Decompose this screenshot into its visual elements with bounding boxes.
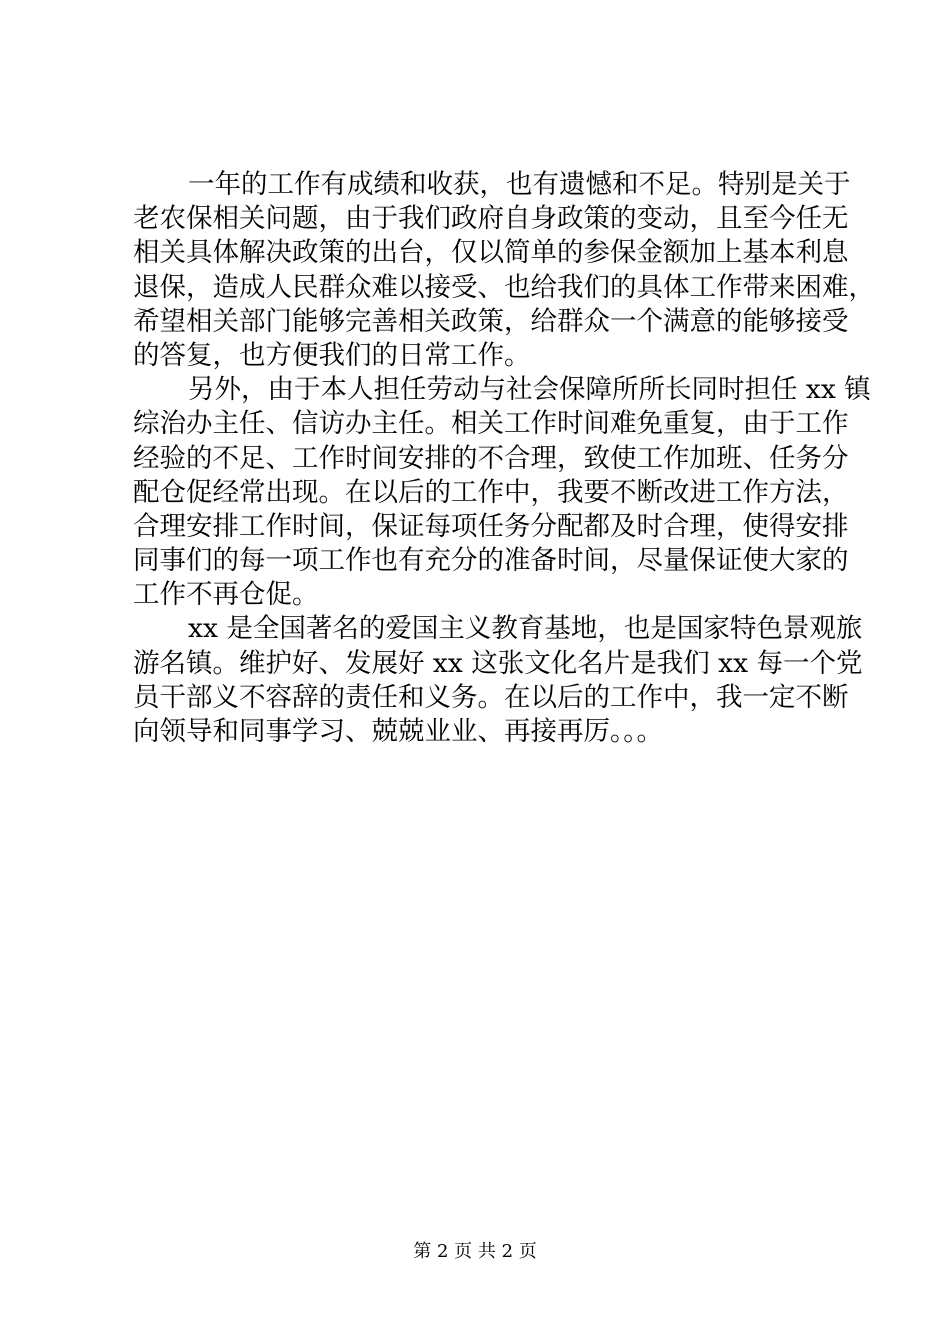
paragraph-line: 经验的不足、工作时间安排的不合理，致使工作加班、任务分 <box>133 442 849 474</box>
paragraph-1 <box>133 168 875 373</box>
paragraph-line: 退保，造成人民群众难以接受、也给我们的具体工作带来困难， <box>133 271 875 303</box>
document-body <box>133 168 875 749</box>
paragraph-line: 老农保相关问题，由于我们政府自身政策的变动，且至今任无 <box>133 203 849 235</box>
paragraph-line: 员干部义不容辞的责任和义务。在以后的工作中，我一定不断 <box>133 681 849 713</box>
page-number-footer: 第 2 页 共 2 页 <box>413 1241 537 1262</box>
paragraph-line: 希望相关部门能够完善相关政策，给群众一个满意的能够接受 <box>133 305 849 337</box>
paragraph-line: 游名镇。维护好、发展好 xx 这张文化名片是我们 xx 每一个党 <box>133 647 863 679</box>
paragraph-line: 另外，由于本人担任劳动与社会保障所所长同时担任 xx 镇 <box>188 374 871 406</box>
paragraph-line: 同事们的每一项工作也有充分的准备时间，尽量保证使大家的 <box>133 545 849 577</box>
paragraph-line: 向领导和同事学习、兢兢业业、再接再厉。。。 <box>133 716 663 747</box>
paragraph-line: 相关具体解决政策的出台，仅以简单的参保金额加上基本利息 <box>133 237 849 269</box>
paragraph-line: 一年的工作有成绩和收获，也有遗憾和不足。特别是关于 <box>188 169 851 200</box>
paragraph-2 <box>133 373 871 612</box>
paragraph-line: 合理安排工作时间，保证每项任务分配都及时合理，使得安排 <box>133 510 849 542</box>
paragraph-line: 综治办主任、信访办主任。相关工作时间难免重复，由于工作 <box>133 408 849 440</box>
paragraph-line: xx 是全国著名的爱国主义教育基地，也是国家特色景观旅 <box>188 613 863 645</box>
paragraph-line: 配仓促经常出现。在以后的工作中，我要不断改进工作方法， <box>133 476 849 508</box>
paragraph-line: 的答复，也方便我们的日常工作。 <box>133 339 531 371</box>
paragraph-3 <box>133 612 863 749</box>
paragraph-line: 工作不再仓促。 <box>133 579 319 611</box>
